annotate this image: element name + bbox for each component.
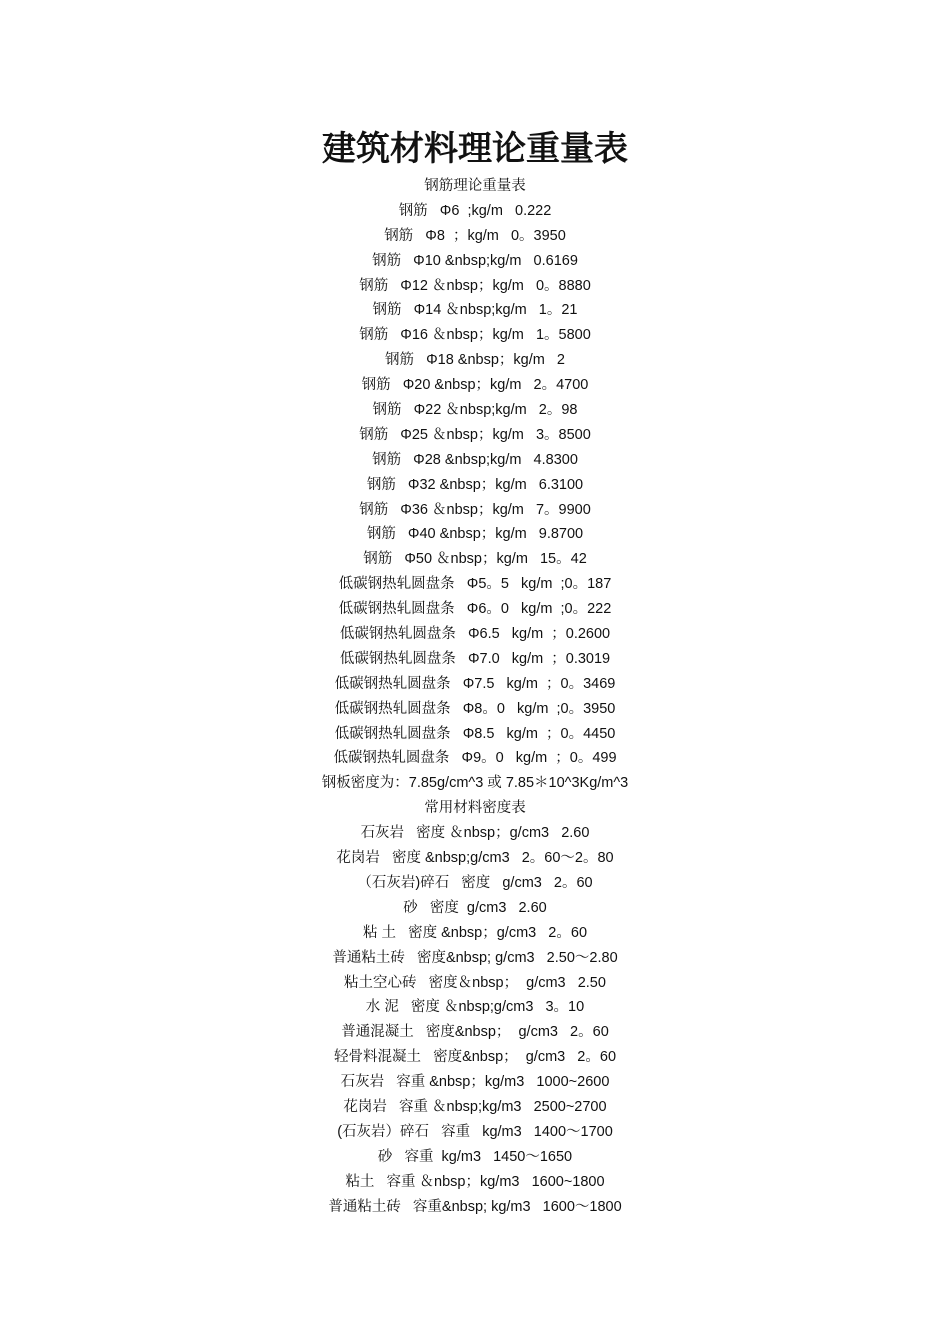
text-line: 砂 密度 g/cm3 2.60: [403, 899, 547, 916]
text-line: 钢筋 Φ14 ＆nbsp;kg/m 1。21: [372, 302, 578, 319]
text-line: 低碳钢热轧圆盘条 Φ7.5 kg/m ；0。3469: [334, 675, 616, 692]
text-line: 钢筋 Φ16 ＆nbsp；kg/m 1。5800: [359, 327, 591, 344]
text-line: 普通粘土砖 容重&nbsp; kg/m3 1600～1800: [328, 1198, 622, 1215]
text-line: 低碳钢热轧圆盘条 Φ9。0 kg/m ；0。499: [333, 750, 617, 767]
text-line: 钢筋 Φ6 ;kg/m 0.222: [398, 202, 552, 219]
text-line: 钢筋 Φ25 ＆nbsp；kg/m 3。8500: [359, 426, 591, 443]
text-line: (石灰岩）碎石 容重 kg/m3 1400～1700: [337, 1123, 613, 1140]
text-line: 花岗岩 密度 &nbsp;g/cm3 2。60～2。80: [336, 850, 614, 867]
document-body: [0, 174, 950, 1219]
text-line: 砂 容重 kg/m3 1450～1650: [377, 1148, 573, 1165]
text-line: 低碳钢热轧圆盘条 Φ8.5 kg/m ；0。4450: [334, 725, 616, 742]
document-title: 建筑材料理论重量表: [322, 129, 628, 169]
text-line: 钢筋 Φ50 ＆nbsp；kg/m 15。42: [363, 551, 587, 568]
text-line: 钢筋 Φ18 &nbsp；kg/m 2: [385, 352, 565, 369]
text-line: 钢筋 Φ28 &nbsp;kg/m 4.8300: [372, 451, 578, 468]
text-line: 石灰岩 密度 ＆nbsp；g/cm3 2.60: [360, 825, 590, 842]
text-line: 低碳钢热轧圆盘条 Φ5。5 kg/m ;0。187: [338, 576, 612, 593]
text-line: （石灰岩)碎石 密度 g/cm3 2。60: [357, 874, 593, 891]
text-line: 花岗岩 容重 ＆nbsp;kg/m3 2500~2700: [343, 1098, 607, 1115]
text-line: 粘土 容重 ＆nbsp；kg/m3 1600~1800: [345, 1173, 605, 1190]
text-line: 钢筋 Φ36 ＆nbsp；kg/m 7。9900: [359, 501, 591, 518]
text-line: 石灰岩 容重 &nbsp；kg/m3 1000~2600: [340, 1074, 610, 1091]
text-line: 普通混凝土 密度&nbsp； g/cm3 2。60: [341, 1024, 609, 1041]
text-line: 钢筋 Φ40 &nbsp；kg/m 9.8700: [366, 526, 584, 543]
text-line: 钢筋 Φ8 ；kg/m 0。3950: [384, 227, 566, 244]
text-line: 低碳钢热轧圆盘条 Φ8。0 kg/m ;0。3950: [334, 700, 616, 717]
text-line: 水 泥 密度 ＆nbsp;g/cm3 3。10: [365, 999, 585, 1016]
text-line: 常用材料密度表: [424, 800, 526, 817]
text-line: 钢板密度为：7.85g/cm^3 或 7.85＊10^3Kg/m^3: [321, 775, 629, 792]
text-line: 普通粘土砖 密度&nbsp; g/cm3 2.50～2.80: [332, 949, 618, 966]
text-line: 粘 土 密度 &nbsp；g/cm3 2。60: [362, 924, 588, 941]
text-line: 钢筋 Φ32 &nbsp；kg/m 6.3100: [366, 476, 584, 493]
text-line: 钢筋理论重量表: [424, 178, 526, 194]
text-line: 低碳钢热轧圆盘条 Φ6.5 kg/m ；0.2600: [339, 626, 611, 643]
text-line: 钢筋 Φ22 ＆nbsp;kg/m 2。98: [372, 402, 578, 419]
text-line: 钢筋 Φ12 ＆nbsp；kg/m 0。8880: [359, 277, 591, 294]
text-line: 钢筋 Φ10 &nbsp;kg/m 0.6169: [372, 252, 578, 269]
text-line: 低碳钢热轧圆盘条 Φ7.0 kg/m ；0.3019: [339, 650, 611, 667]
text-line: 轻骨料混凝土 密度&nbsp； g/cm3 2。60: [333, 1049, 617, 1066]
text-line: 低碳钢热轧圆盘条 Φ6。0 kg/m ;0。222: [338, 601, 612, 618]
text-line: 钢筋 Φ20 &nbsp；kg/m 2。4700: [361, 377, 589, 394]
text-line: 粘土空心砖 密度＆nbsp； g/cm3 2.50: [344, 974, 606, 991]
